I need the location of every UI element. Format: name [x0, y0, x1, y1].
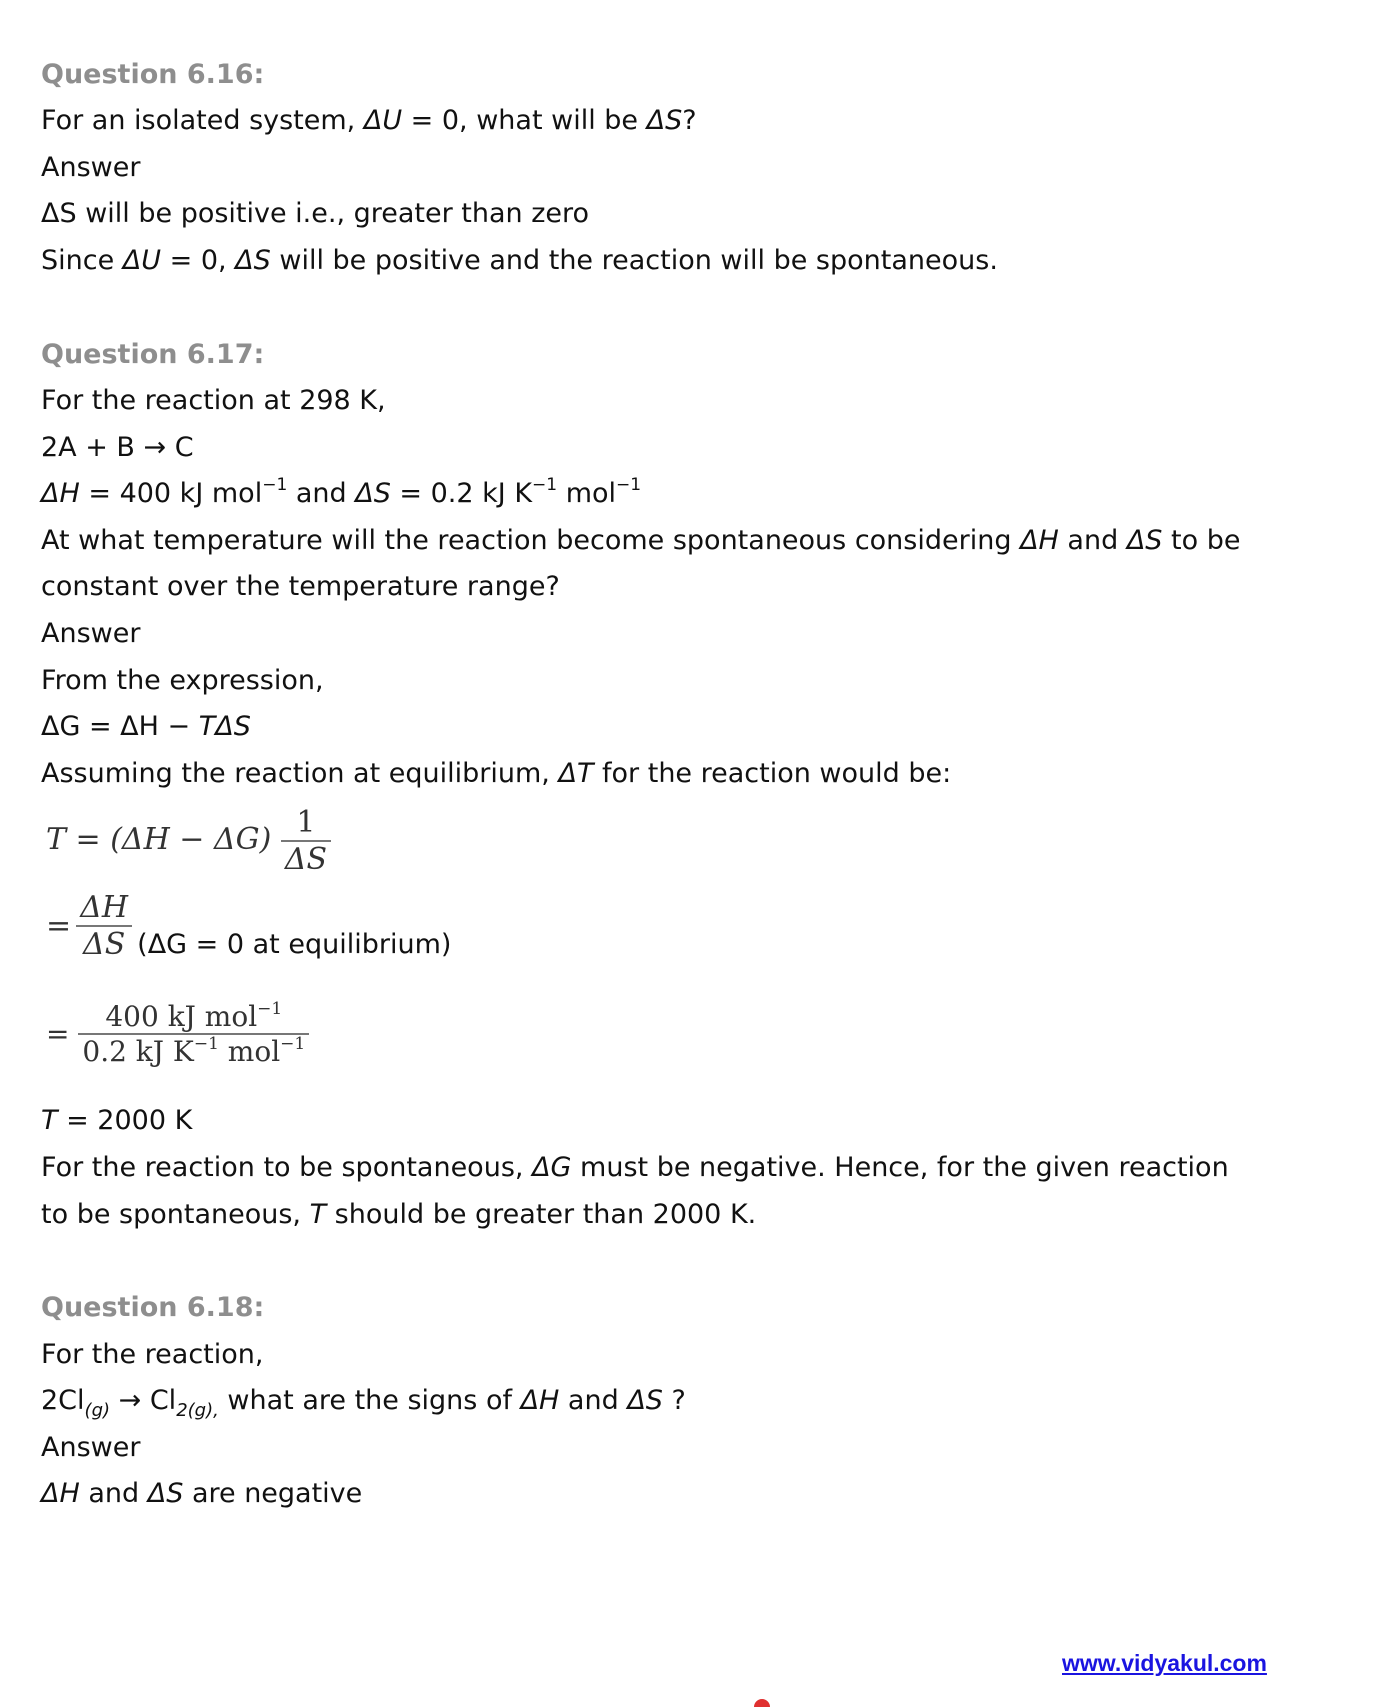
gibbs-equation: ΔG = ΔH − TΔS: [41, 711, 251, 742]
question-6-17-line3: constant over the temperature range?: [41, 571, 560, 602]
equilibrium-note: (ΔG = 0 at equilibrium): [137, 928, 452, 960]
given-values: ΔH = 400 kJ mol$^{-1}$ and ΔS = 0.2 kJ $K^{-1}$ mol$^{-1}$: [41, 475, 642, 509]
question-6-18-reaction: $2Cl_{(g)} \to Cl_{2(g),}$ what are the signs of ΔH and ΔS ?: [41, 1385, 686, 1421]
fraction-numeric: $\frac{400 kJ mol^{-1}}{0.2 kJ K^{-1} mol^{-1}}$: [78, 1000, 309, 1068]
answer-label: Answer: [41, 152, 141, 183]
question-6-17-title: Question 6.17:: [41, 339, 265, 370]
question-6-17-line1: For the reaction at 298 K,: [41, 385, 386, 416]
equation-temperature: T = (ΔH − ΔG) $\frac{1}{\Delta S}$: [46, 805, 331, 877]
reaction-equation: 2A + B → C: [41, 432, 194, 463]
from-expression: From the expression,: [41, 665, 324, 696]
assuming-line: Assuming the reaction at equilibrium, ΔT for the reaction would be:: [41, 758, 952, 789]
fraction-one-over-ds: $\frac{1}{\Delta S}$: [281, 805, 331, 877]
conclusion-line1: For the reaction to be spontaneous, ΔG must be negative. Hence, for the given reaction: [41, 1152, 1229, 1183]
answer-6-16-line1: ΔS will be positive i.e., greater than zero: [41, 198, 590, 229]
answer-6-16-line2: Since ΔU = 0, ΔS will be positive and the reaction will be spontaneous.: [41, 245, 998, 276]
vidyakul-website-link[interactable]: www.vidyakul.com: [1062, 1650, 1267, 1676]
result-temperature: T = 2000 K: [41, 1105, 193, 1136]
equation-numeric: = $\frac{400 kJ mol^{-1}}{0.2 kJ K^{-1} mol^{-1}}$: [46, 1000, 309, 1068]
question-6-18-line1: For the reaction,: [41, 1339, 264, 1370]
answer-label: Answer: [41, 1432, 141, 1463]
question-6-16-title: Question 6.16:: [41, 59, 265, 90]
question-6-17-line2: At what temperature will the reaction become spontaneous considering ΔH and ΔS to be: [41, 525, 1241, 556]
equation-dh-over-ds: = $\frac{\Delta H}{\Delta S}$ (ΔG = 0 at equilibrium): [46, 890, 452, 962]
fraction-dh-ds: $\frac{\Delta H}{\Delta S}$: [76, 890, 132, 962]
decorative-red-mark: [754, 1699, 770, 1707]
question-6-16-text: For an isolated system, ΔU = 0, what will be ΔS?: [41, 105, 697, 136]
answer-label: Answer: [41, 618, 141, 649]
question-6-18-title: Question 6.18:: [41, 1292, 265, 1323]
answer-6-18: ΔH and ΔS are negative: [41, 1478, 363, 1509]
conclusion-line2: to be spontaneous, T should be greater than 2000 K.: [41, 1199, 757, 1230]
